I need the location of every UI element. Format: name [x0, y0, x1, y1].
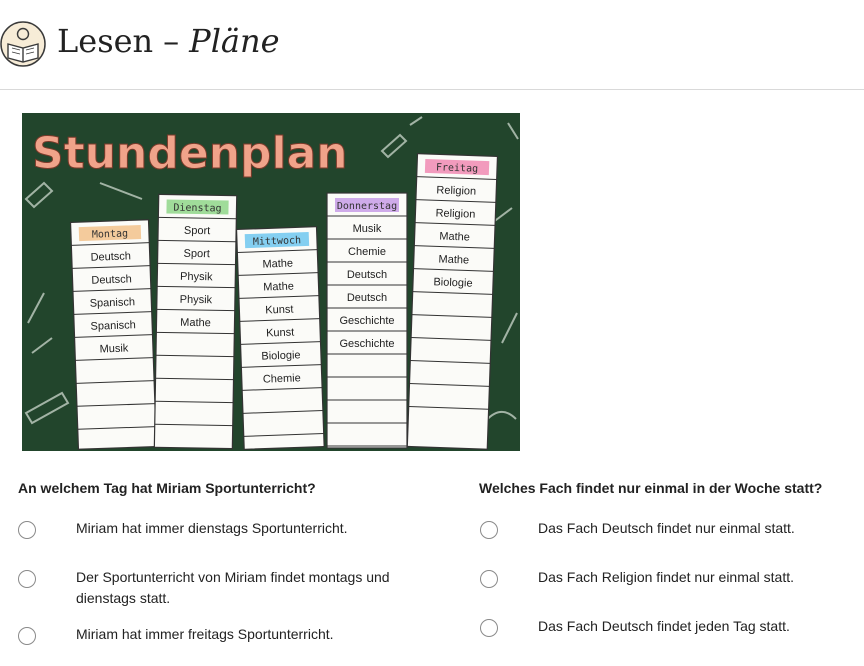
- question-1: An welchem Tag hat Miriam Sportunterricht?: [18, 480, 316, 496]
- subject-cell: Physik: [180, 270, 213, 284]
- q2-option-3-label[interactable]: Das Fach Deutsch findet jeden Tag statt.: [538, 618, 790, 634]
- day-column-dienstag: [154, 194, 236, 448]
- q1-option-3-radio[interactable]: [18, 627, 36, 645]
- subject-cell: Religion: [435, 207, 476, 221]
- subject-cell: Deutsch: [91, 273, 132, 287]
- q2-option-2-radio[interactable]: [480, 570, 498, 588]
- subject-cell: Sport: [183, 224, 211, 238]
- day-column-mittwoch: [237, 227, 325, 450]
- subject-cell: Deutsch: [346, 292, 388, 304]
- day-header: Mittwoch: [252, 235, 302, 248]
- day-header: Montag: [91, 228, 129, 241]
- subject-cell: Musik: [352, 223, 382, 235]
- subject-cell: Biologie: [433, 276, 473, 290]
- subject-cell: Spanisch: [90, 319, 137, 333]
- subject-cell: Chemie: [348, 246, 386, 258]
- subject-cell: Mathe: [438, 253, 470, 267]
- day-column-montag: [71, 220, 157, 450]
- subject-cell: Kunst: [265, 303, 294, 317]
- question-2: Welches Fach findet nur einmal in der Woche statt?: [479, 480, 823, 496]
- subject-cell: Musik: [99, 342, 129, 356]
- page-header: [0, 0, 864, 90]
- subject-cell: Geschichte: [339, 338, 395, 350]
- day-header: Dienstag: [173, 202, 222, 215]
- subject-cell: Chemie: [262, 372, 301, 386]
- q1-option-1-label[interactable]: Miriam hat immer dienstags Sportunterricht.: [76, 520, 348, 536]
- timetable-title: Stundenplan: [32, 128, 348, 179]
- subject-cell: Mathe: [262, 257, 294, 271]
- day-column-freitag: [407, 154, 497, 450]
- timetable-image: [22, 113, 520, 451]
- subject-cell: Religion: [436, 184, 477, 198]
- subject-cell: Mathe: [439, 230, 471, 244]
- subject-cell: Biologie: [261, 349, 301, 363]
- subject-cell: Deutsch: [346, 269, 388, 281]
- subject-cell: Deutsch: [90, 250, 132, 264]
- day-header: Donnerstag: [336, 201, 398, 212]
- q2-option-1-radio[interactable]: [480, 521, 498, 539]
- q2-option-2-label[interactable]: Das Fach Religion findet nur einmal statt.: [538, 569, 795, 585]
- q1-option-2-label[interactable]: Der Sportunterricht von Miriam findet montags und dienstags statt.: [76, 569, 390, 606]
- page-title: Lesen – Pläne: [57, 22, 280, 60]
- subject-cell: Kunst: [265, 326, 295, 340]
- q1-option-3-label[interactable]: Miriam hat immer freitags Sportunterricht.: [76, 626, 334, 642]
- q2-option-3-radio[interactable]: [480, 619, 498, 637]
- reading-book-icon: [0, 17, 48, 71]
- q1-option-1-radio[interactable]: [18, 521, 36, 539]
- subject-cell: Mathe: [180, 316, 211, 330]
- q2-option-1-label[interactable]: Das Fach Deutsch findet nur einmal statt.: [538, 520, 795, 536]
- subject-cell: Physik: [179, 293, 213, 307]
- subject-cell: Geschichte: [339, 315, 395, 327]
- subject-cell: Sport: [183, 247, 210, 261]
- q1-option-2-radio[interactable]: [18, 570, 36, 588]
- subject-cell: Mathe: [263, 280, 295, 294]
- day-header: Freitag: [435, 162, 479, 175]
- day-column-donnerstag: [327, 193, 407, 448]
- subject-cell: Spanisch: [89, 296, 136, 310]
